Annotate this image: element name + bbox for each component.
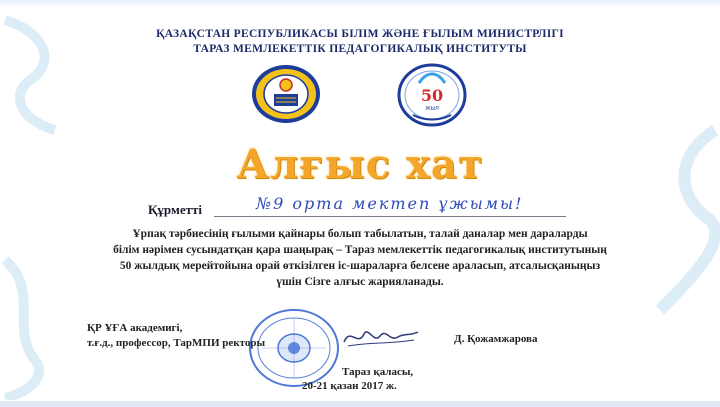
recipient-handwritten: №9 орта мектеп ұжымы!	[256, 194, 524, 213]
ministry-heading: ҚАЗАҚСТАН РЕСПУБЛИКАСЫ БІЛІМ ЖӘНЕ ҒЫЛЫМ МИНИСТРЛІГІ	[156, 28, 564, 40]
body-line-4: үшін Сізге алғыс жарияланады.	[276, 276, 444, 288]
issue-date: 20-21 қазан 2017 ж.	[302, 380, 397, 392]
frame-bottom-edge	[0, 401, 720, 407]
anniversary-sub: ЖЫЛ	[425, 106, 439, 112]
handwritten-signature	[340, 322, 420, 352]
signatory-title-2: т.ғ.д., профессор, ТарМПИ ректоры	[87, 337, 266, 349]
anniversary-number: 50	[420, 86, 444, 105]
body-line-2: білім нәрімен сусындатқан қара шаңырақ – Тараз мемлекеттік педагогикалық институтының	[113, 244, 607, 256]
body-line-1: Ұрпақ тәрбиесінің ғылыми қайнары болып табылатын, талай даналар мен дараларды	[132, 228, 588, 240]
signatory-title-1: ҚР ҰҒА академигі,	[87, 322, 183, 334]
salutation: Құрметті	[148, 202, 202, 217]
frame-top-edge	[0, 0, 720, 8]
issue-city: Тараз қаласы,	[342, 366, 414, 378]
institute-emblem-logo	[250, 63, 322, 125]
document-title: Алғыс хат	[236, 141, 484, 188]
decorative-swirl-left-bottom	[0, 250, 70, 400]
institute-heading: ТАРАЗ МЕМЛЕКЕТТІК ПЕДАГОГИКАЛЫҚ ИНСТИТУТЫ	[193, 43, 527, 55]
recipient-underline	[214, 216, 566, 217]
decorative-swirl-left-top	[0, 0, 80, 140]
anniversary-50-logo	[397, 63, 467, 127]
signatory-name: Д. Қожамжарова	[454, 333, 538, 345]
body-line-3: 50 жылдық мерейтойына орай өткізілген іс-шараларға белсене араласып, атсалысқаныңыз	[119, 260, 601, 272]
